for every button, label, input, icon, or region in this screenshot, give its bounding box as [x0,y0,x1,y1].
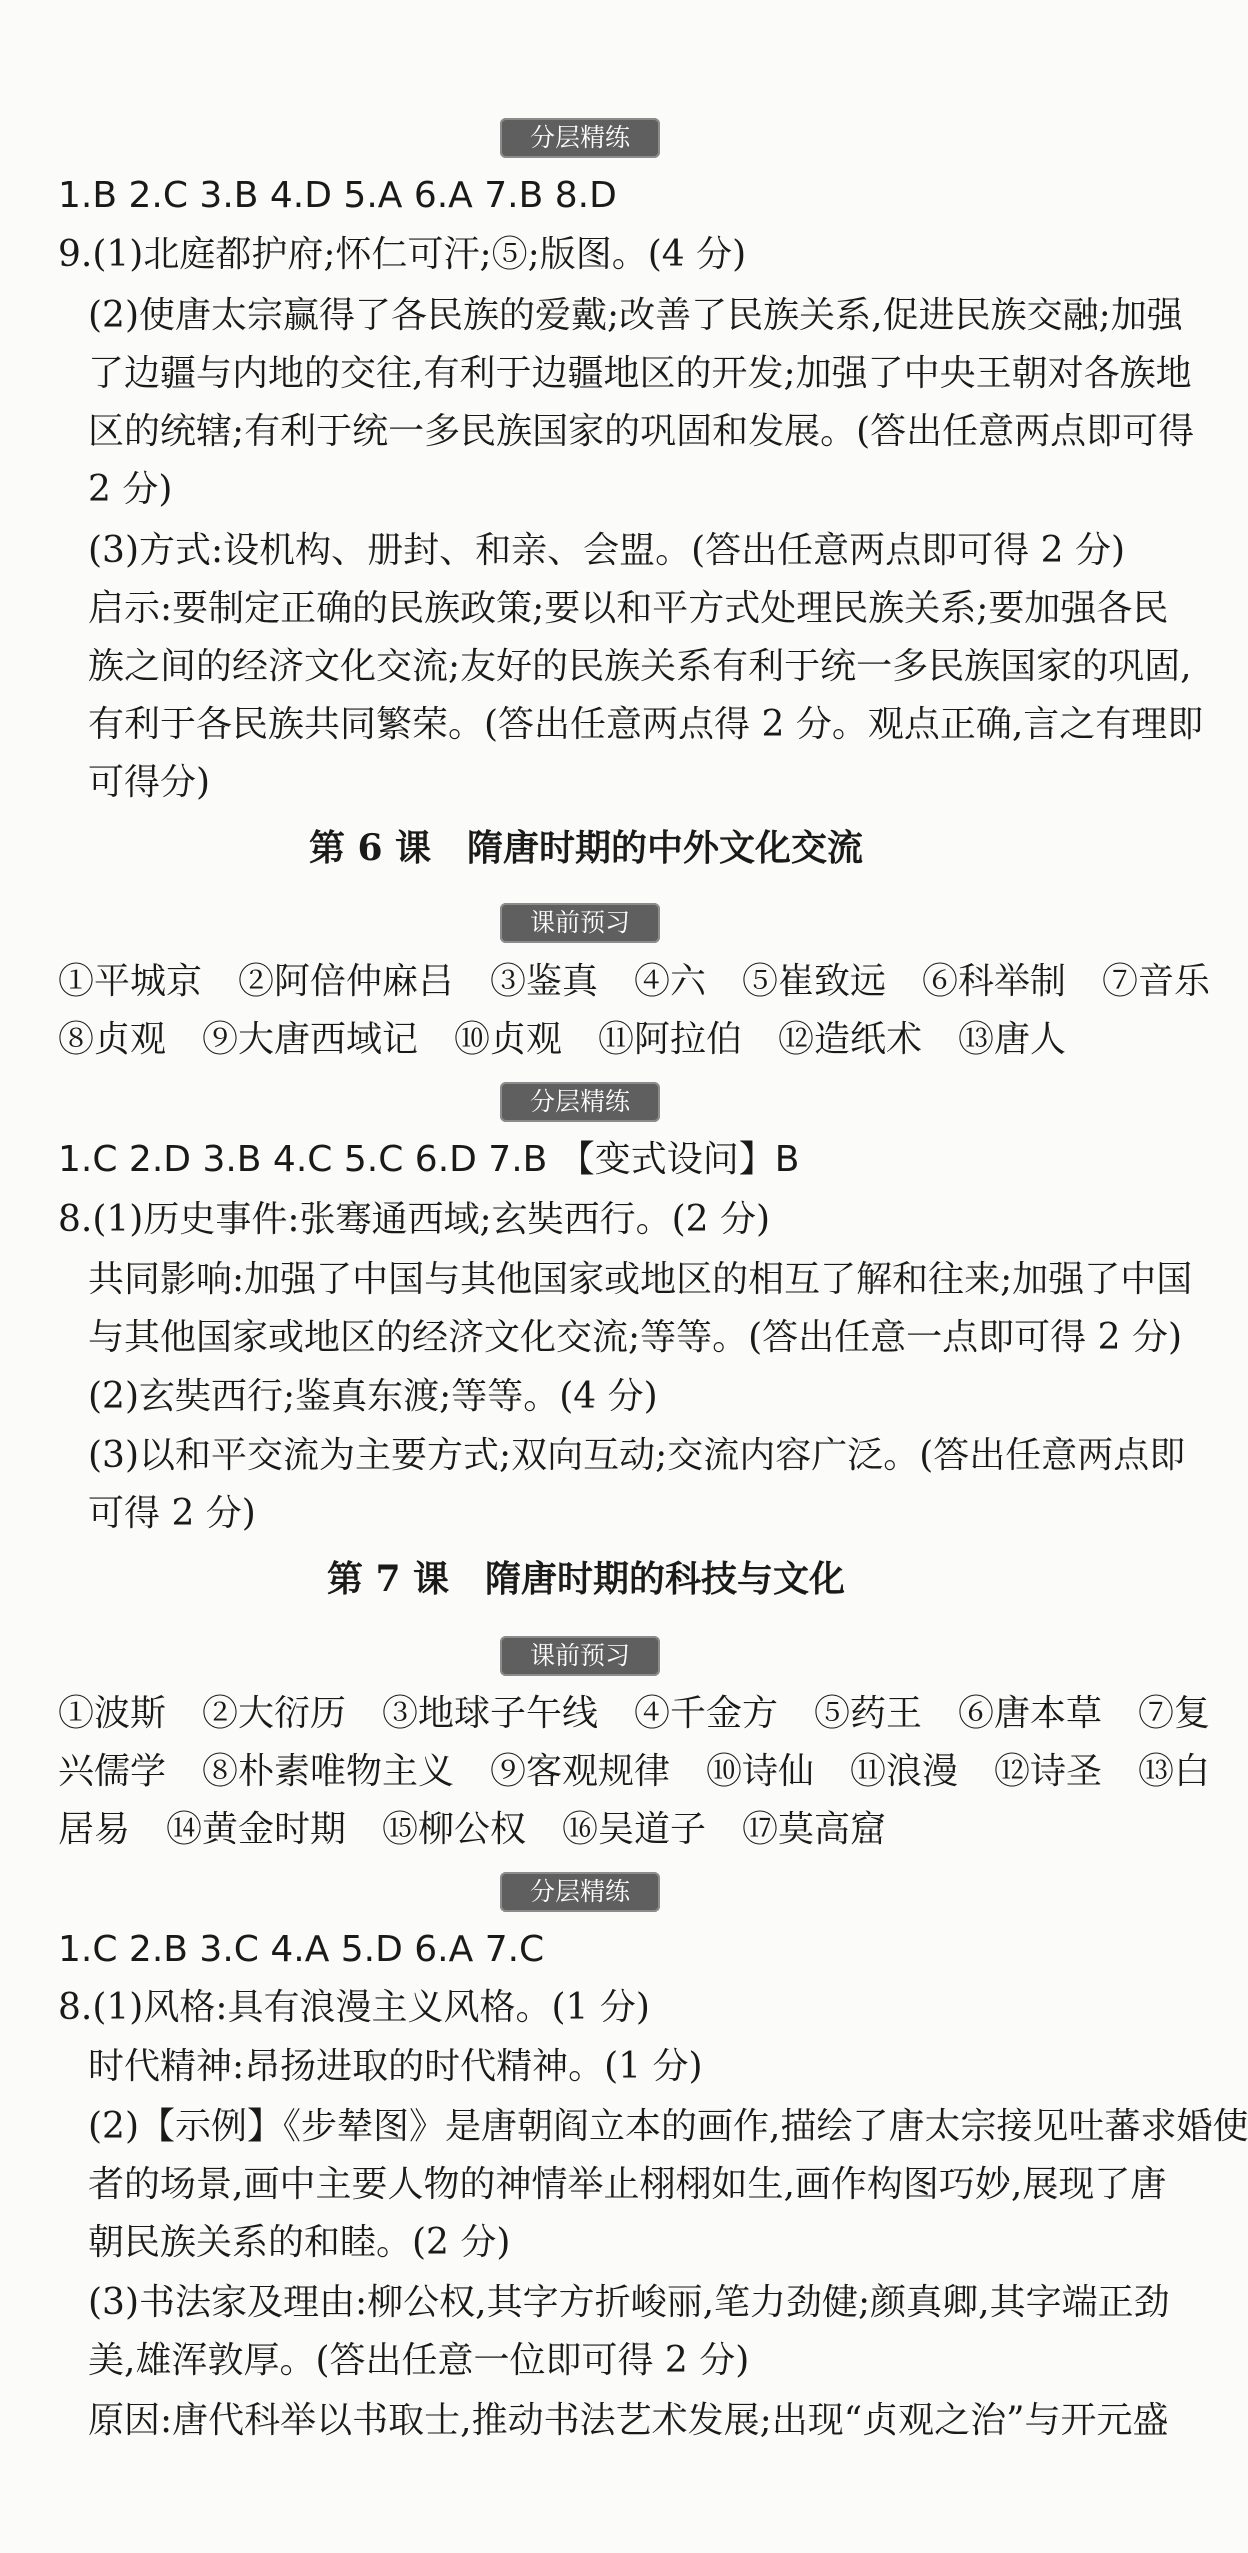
answer-line: 朝民族关系的和睦。(2 分) [88,2222,511,2263]
answer-line: (3)书法家及理由:柳公权,其字方折峻丽,笔力劲健;颜真卿,其字端正劲 [88,2282,1170,2323]
answer-line: 2 分) [88,469,173,510]
answer-line: 区的统辖;有利于统一多民族国家的巩固和发展。(答出任意两点即可得 [88,411,1195,452]
answer-line: 启示:要制定正确的民族政策;要以和平方式处理民族关系;要加强各民 [88,588,1169,629]
preview-badge: 课前预习 [500,1636,660,1676]
preview-badge: 课前预习 [500,903,660,943]
choice-answers: 1.C 2.D 3.B 4.C 5.C 6.D 7.B 【变式设问】B [58,1139,800,1180]
answer-line: 8.(1)风格:具有浪漫主义风格。(1 分) [58,1987,650,2028]
answer-line: 9.(1)北庭都护府;怀仁可汗;⑤;版图。(4 分) [58,234,747,275]
lesson-6-heading: 第 6 课 隋唐时期的中外文化交流 [308,827,864,869]
answer-line: 可得 2 分) [88,1493,256,1534]
answer-line: (2)【示例】《步辇图》是唐朝阎立本的画作,描绘了唐太宗接见吐蕃求婚使 [88,2106,1248,2147]
choice-answers: 1.C 2.B 3.C 4.A 5.D 6.A 7.C [58,1929,545,1970]
answer-line: (2)玄奘西行;鉴真东渡;等等。(4 分) [88,1376,658,1417]
answer-line: 可得分) [88,762,211,803]
lesson-7-heading: 第 7 课 隋唐时期的科技与文化 [326,1558,846,1600]
practice-badge: 分层精练 [500,1872,660,1912]
answer-line: 与其他国家或地区的经济文化交流;等等。(答出任意一点即可得 2 分) [88,1317,1183,1358]
answer-line: 者的场景,画中主要人物的神情举止栩栩如生,画作构图巧妙,展现了唐 [88,2164,1167,2205]
answer-line: 时代精神:昂扬进取的时代精神。(1 分) [88,2046,703,2087]
preview-line: ①波斯 ②大衍历 ③地球子午线 ④千金方 ⑤药王 ⑥唐本草 ⑦复 [58,1693,1211,1734]
answer-line: 8.(1)历史事件:张骞通西域;玄奘西行。(2 分) [58,1199,771,1240]
answer-line: 共同影响:加强了中国与其他国家或地区的相互了解和往来;加强了中国 [88,1259,1193,1300]
answer-line: 有利于各民族共同繁荣。(答出任意两点得 2 分。观点正确,言之有理即 [88,704,1204,745]
practice-badge: 分层精练 [500,118,660,158]
preview-line: ①平城京 ②阿倍仲麻吕 ③鉴真 ④六 ⑤崔致远 ⑥科举制 ⑦音乐 [58,961,1211,1002]
practice-badge: 分层精练 [500,1082,660,1122]
answer-line: 美,雄浑敦厚。(答出任意一位即可得 2 分) [88,2340,750,2381]
preview-line: ⑧贞观 ⑨大唐西域记 ⑩贞观 ⑪阿拉伯 ⑫造纸术 ⑬唐人 [58,1019,1067,1060]
answer-line: 原因:唐代科举以书取士,推动书法艺术发展;出现“贞观之治”与开元盛 [88,2400,1169,2441]
preview-line: 居易 ⑭黄金时期 ⑮柳公权 ⑯吴道子 ⑰莫高窟 [58,1809,887,1850]
answer-line: (3)方式:设机构、册封、和亲、会盟。(答出任意两点即可得 2 分) [88,530,1126,571]
choice-answers: 1.B 2.C 3.B 4.D 5.A 6.A 7.B 8.D [58,175,617,216]
answer-line: (2)使唐太宗赢得了各民族的爱戴;改善了民族关系,促进民族交融;加强 [88,295,1183,336]
answer-line: (3)以和平交流为主要方式;双向互动;交流内容广泛。(答出任意两点即 [88,1435,1186,1476]
preview-line: 兴儒学 ⑧朴素唯物主义 ⑨客观规律 ⑩诗仙 ⑪浪漫 ⑫诗圣 ⑬白 [58,1751,1211,1792]
answer-line: 族之间的经济文化交流;友好的民族关系有利于统一多民族国家的巩固, [88,646,1192,687]
answer-line: 了边疆与内地的交往,有利于边疆地区的开发;加强了中央王朝对各族地 [88,353,1192,394]
